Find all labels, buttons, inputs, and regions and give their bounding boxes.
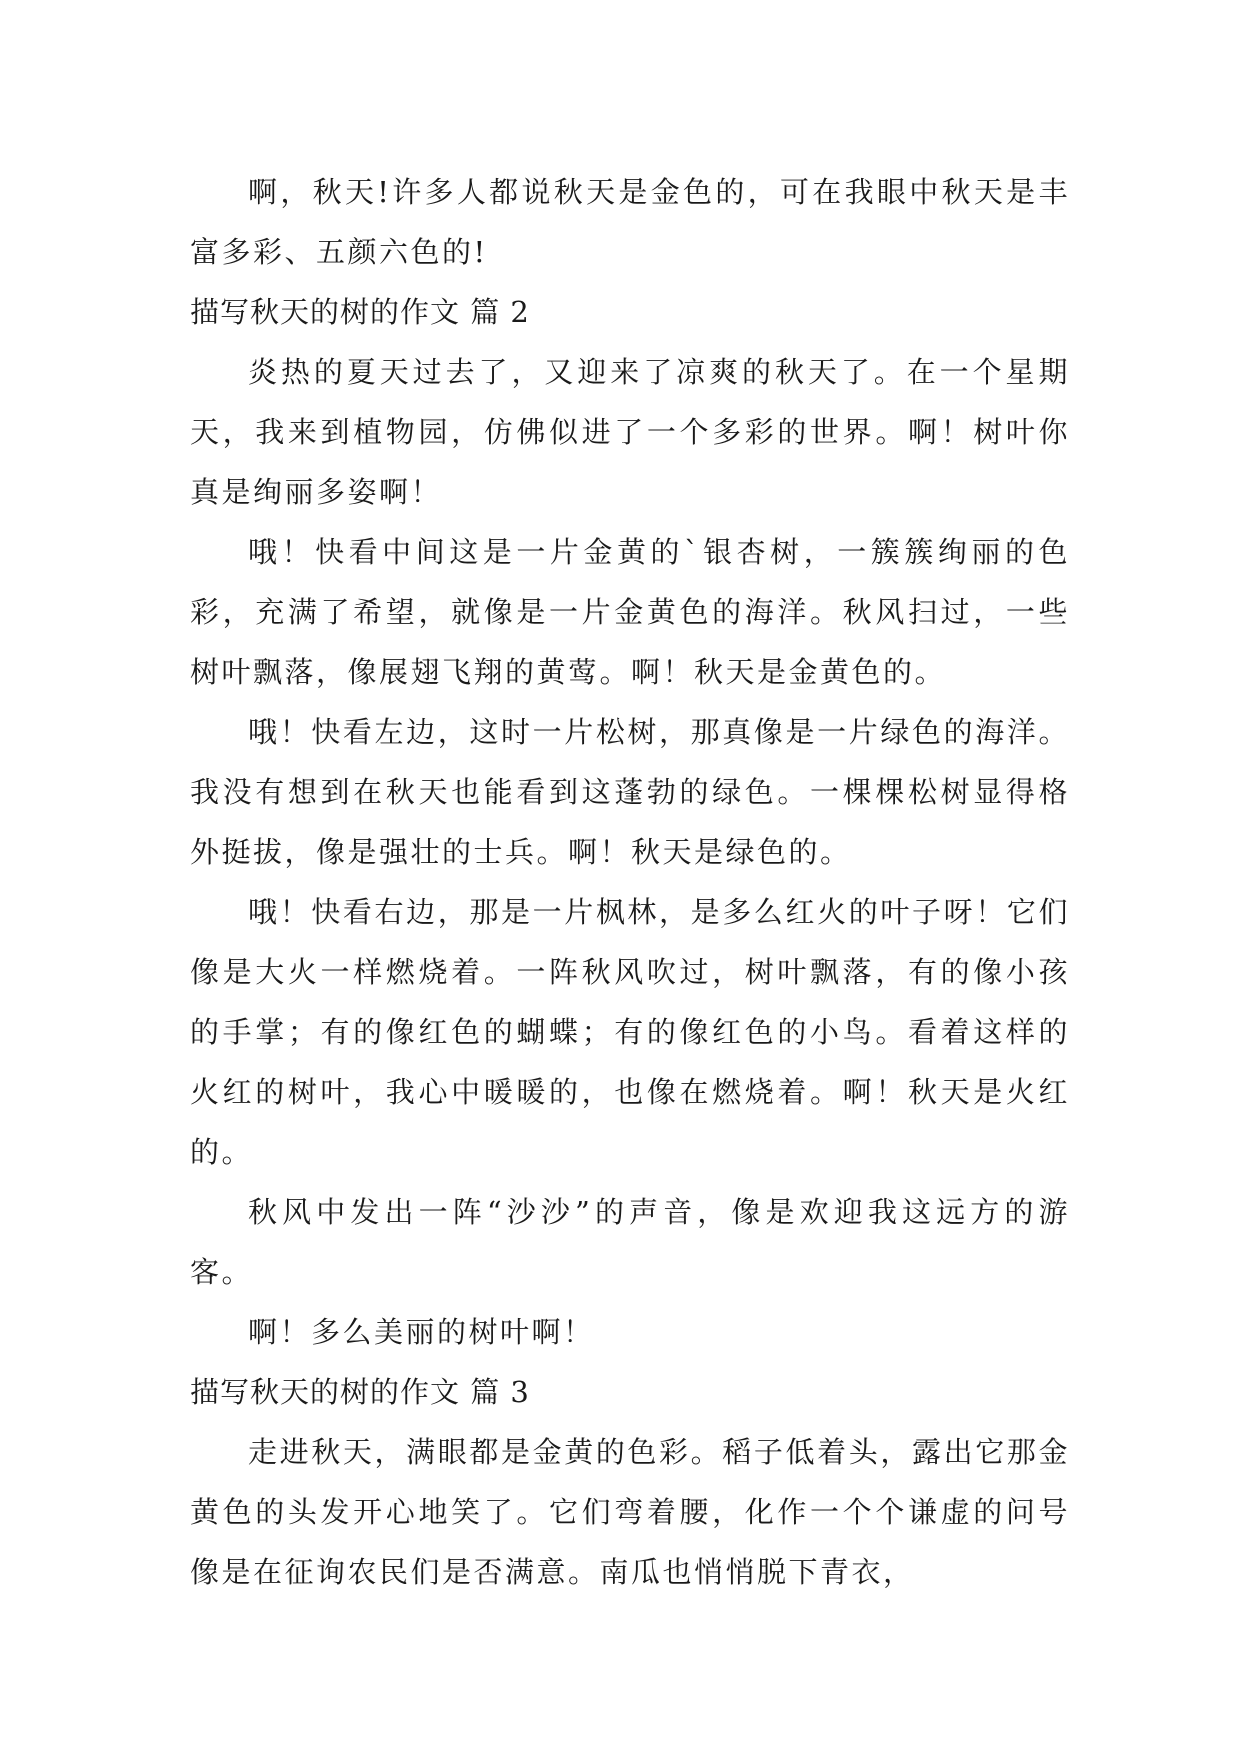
section-heading: 描写秋天的树的作文 篇 2 (190, 295, 530, 329)
paragraph: 炎热的夏天过去了，又迎来了凉爽的秋天了。在一个星期天，我来到植物园，仿佛似进了一个多彩的世界。啊！树叶你真是绚丽多姿啊！ (190, 355, 1070, 509)
paragraph: 哦！快看左边，这时一片松树，那真像是一片绿色的海洋。我没有想到在秋天也能看到这蓬勃的绿色。一棵棵松树显得格外挺拔，像是强壮的士兵。啊！秋天是绿色的。 (190, 715, 1070, 869)
document-body (190, 162, 1070, 1602)
section-heading: 描写秋天的树的作文 篇 3 (190, 1375, 530, 1409)
paragraph: 啊，秋天!许多人都说秋天是金色的，可在我眼中秋天是丰富多彩、五颜六色的! (190, 175, 1070, 269)
paragraph: 哦！快看中间这是一片金黄的`银杏树，一簇簇绚丽的色彩，充满了希望，就像是一片金黄色的海洋。秋风扫过，一些树叶飘落，像展翅飞翔的黄莺。啊！秋天是金黄色的。 (190, 535, 1070, 689)
paragraph: 哦！快看右边，那是一片枫林，是多么红火的叶子呀！它们像是大火一样燃烧着。一阵秋风吹过，树叶飘落，有的像小孩的手掌；有的像红色的蝴蝶；有的像红色的小鸟。看着这样的火红的树叶，我心中暖暖的，也像在燃烧着。啊！秋天是火红的。 (190, 895, 1070, 1169)
paragraph: 秋风中发出一阵“沙沙”的声音，像是欢迎我这远方的游客。 (190, 1195, 1070, 1289)
paragraph: 啊！多么美丽的树叶啊！ (248, 1315, 595, 1349)
paragraph: 走进秋天，满眼都是金黄的色彩。稻子低着头，露出它那金黄色的头发开心地笑了。它们弯着腰，化作一个个谦虚的问号像是在征询农民们是否满意。南瓜也悄悄脱下青衣， (190, 1435, 1070, 1589)
